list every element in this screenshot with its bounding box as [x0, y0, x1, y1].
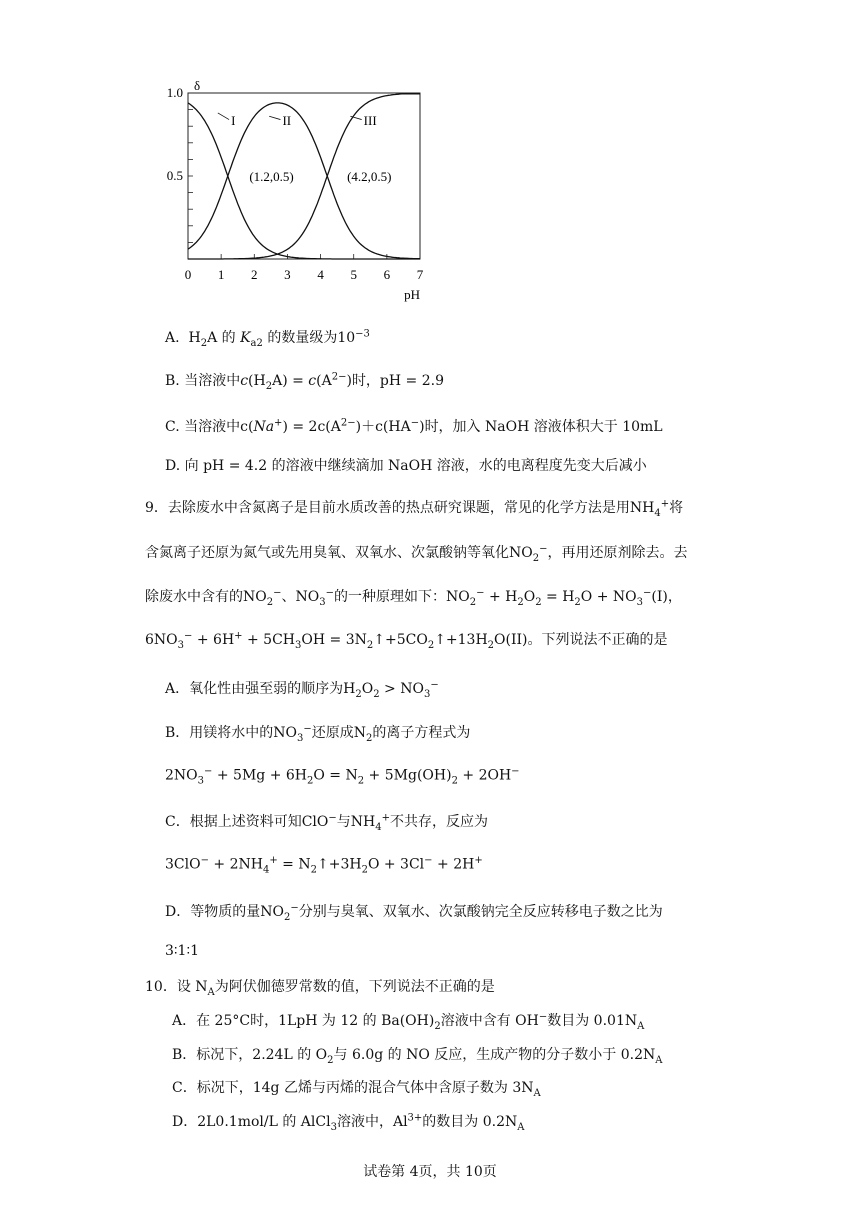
- q9-stem-line1: 9．去除废水中含氮离子是目前水质改善的热点研究课题，常见的化学方法是用$NH_4^+$将: [145, 498, 684, 519]
- series-label: II: [282, 112, 292, 128]
- x-tick-label: 4: [317, 267, 324, 282]
- series-leader-line: [218, 113, 229, 120]
- x-tick-label: 7: [416, 267, 424, 282]
- y-tick-label: 0.5: [166, 168, 183, 183]
- point-annotation: (1.2,0.5): [249, 169, 294, 184]
- q10-option-a: A．在 25°C时，1LpH 为 12 的 $Ba(OH)_2$溶液中含有 OH−数目为 $0.01N_A$: [172, 1011, 645, 1032]
- q10-stem: 10．设 $N_A$为阿伏伽德罗常数的值，下列说法不正确的是: [145, 979, 495, 998]
- x-tick-label: 2: [251, 267, 258, 282]
- x-tick-label: 6: [383, 267, 391, 282]
- q9-option-d: D．等物质的量$NO_2^-$分别与臭氧、双氧水、次氯酸钠完全反应转移电子数之比为: [165, 902, 663, 923]
- series-leader-line: [269, 116, 280, 119]
- q9-option-a: A．氧化性由强至弱的顺序为$H_2O_2 > NO_3^-$: [165, 679, 439, 700]
- page-footer: 试卷第 4页，共 10页: [363, 1164, 497, 1180]
- series-label: I: [231, 112, 236, 128]
- q9-option-c: C．根据上述资料可知ClO−与$NH_4^+$不共存，反应为: [165, 812, 489, 833]
- q8-option-b: B. 当溶液中$c(H_2A) = c(A^{2-})$时，pH = 2.9: [165, 371, 445, 392]
- y-axis-label: δ: [194, 78, 201, 93]
- y-tick-label: 1.0: [166, 85, 183, 100]
- x-tick-label: 3: [284, 267, 291, 282]
- q8-option-c: C. 当溶液中$c(Na^+) = 2c(A^{2-})+c(HA^-)$时，加入 NaOH 溶液体积大于 10mL: [165, 417, 663, 435]
- q9-option-c-equation: $3ClO^- + 2NH_4^+$ = $N_2↑+3H_2O + 3Cl^- + 2H^+$: [165, 855, 483, 876]
- q10-option-d: D．2L0.1mol/L 的 AlCl$_3$溶液中，$Al^{3+}$的数目为 $0.2N_A$: [172, 1112, 525, 1133]
- distribution-chart: [150, 72, 450, 302]
- q9-stem-line3: 除废水中含有的$NO_2^-$、$NO_3^-$的一种原理如下：$NO_2^- + H_2O_2 = H_2O + NO_3^-(I)$，: [145, 587, 682, 608]
- point-annotation: (4.2,0.5): [347, 169, 392, 184]
- q9-stem-line2: 含氮离子还原为氮气或先用臭氧、双氧水、次氯酸钠等氧化$NO_2^-$，再用还原剂除去。去: [145, 543, 688, 564]
- q8-option-d: D. 向 pH = 4.2 的溶液中继续滴加 NaOH 溶液，水的电离程度先变大后减小: [165, 458, 647, 474]
- q8-option-a: A. $H_2A$ 的 $K_{a2}$ 的数量级为$10^{-3}$: [165, 328, 370, 349]
- x-tick-label: 0: [184, 267, 192, 282]
- q9-option-b: B．用镁将水中的$NO_3^-$还原成$N_2$的离子方程式为: [165, 723, 471, 744]
- x-tick-label: 1: [217, 267, 225, 282]
- q9-stem-line4: $6NO_3^- + 6H^+ + 5CH_3OH$ = $3N_2↑+5CO_2↑+13H_2O(II)$。下列说法不正确的是: [145, 630, 668, 651]
- q9-option-b-equation: $2NO_3^- + 5Mg + 6H_2O = N_2 + 5Mg(OH)_2 + 2OH^-$: [165, 766, 520, 787]
- x-tick-label: 5: [350, 267, 357, 282]
- q9-option-d-ratio: 3∶1∶1: [165, 943, 200, 959]
- x-axis-label: pH: [404, 287, 420, 302]
- q10-option-b: B．标况下，2.24L 的 $O_2$与 6.0g 的 NO 反应，生成产物的分子数小于 $0.2N_A$: [172, 1047, 663, 1066]
- q10-option-c: C．标况下，14g 乙烯与丙烯的混合气体中含原子数为 $3N_A$: [172, 1080, 541, 1099]
- series-label: III: [363, 112, 377, 128]
